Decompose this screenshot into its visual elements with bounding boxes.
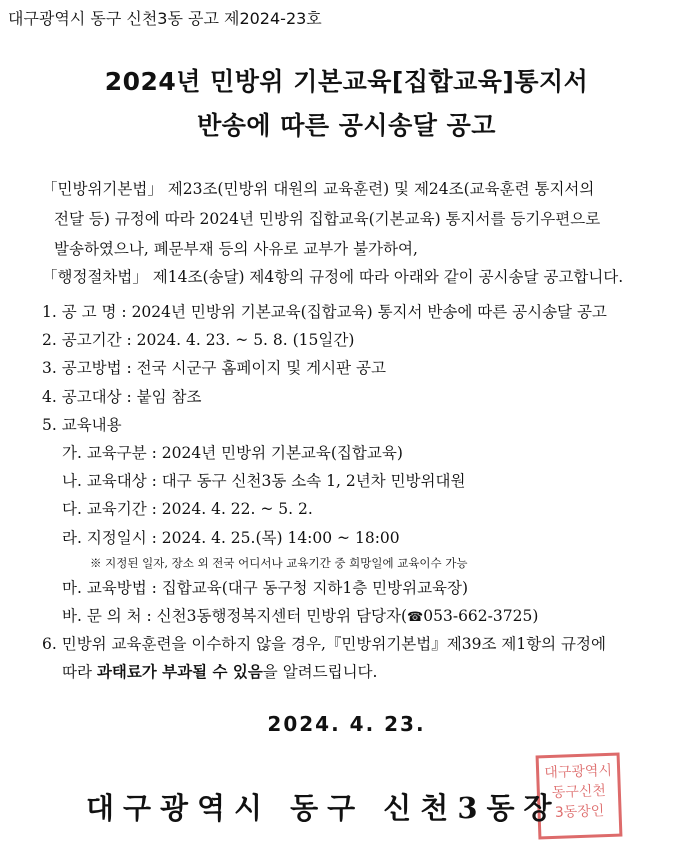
intro-paragraph: [42, 174, 600, 264]
sub-education-method: 마. 교육방법 : 집합교육(대구 동구청 지하1층 민방위교육장): [62, 578, 469, 597]
intro-line-3: 발송하였으나, 폐문부재 등의 사유로 교부가 불가하여,: [54, 240, 418, 258]
item-notice-period: 2. 공고기간 : 2024. 4. 23. ~ 5. 8. (15일간): [42, 331, 355, 350]
document-number: 대구광역시 동구 신천3동 공고 제2024-23호: [8, 9, 322, 28]
sub-contact: [42, 602, 607, 630]
intro-line-1: 「민방위기본법」 제23조(민방위 대원의 교육훈련) 및 제24조(교육훈련 통지서의: [42, 180, 595, 198]
designated-date-note: ※ 지정된 일자, 장소 외 전국 어디서나 교육기간 중 희망일에 교육이수 가능: [90, 555, 468, 570]
penalty-text-b: 을 알려드립니다.: [262, 663, 378, 682]
item-notice-target: 4. 공고대상 : 붙임 참조: [42, 387, 202, 406]
sub-education-target: 나. 교육대상 : 대구 동구 신천3동 소속 1, 2년차 민방위대원: [62, 472, 466, 491]
phone-icon: ☎: [407, 609, 424, 625]
issuer-name: 대구광역시 동구 신천3동장: [86, 791, 561, 825]
contact-label: 바. 문 의 처 : 신천3동행정복지센터 민방위 담당자(: [62, 606, 408, 625]
item-notice-method: 3. 공고방법 : 전국 시군구 홈페이지 및 게시판 공고: [42, 359, 386, 378]
sub-education-period: 다. 교육기간 : 2024. 4. 22. ~ 5. 2.: [62, 500, 313, 519]
penalty-text-a: 따라: [62, 663, 97, 682]
page-title: 2024년 민방위 기본교육[집합교육]통지서: [104, 67, 589, 96]
item-penalty-warning: 6. 민방위 교육훈련을 이수하지 않을 경우,『민방위기본법』제39조 제1항의 규정에: [42, 635, 606, 654]
item-notice-name: 1. 공 고 명 : 2024년 민방위 기본교육(집합교육) 통지서 반송에 따른 공시송달 공고: [42, 303, 607, 321]
seal-line-1: 대구광역시: [544, 762, 613, 782]
contact-phone: 053-662-3725): [423, 606, 539, 625]
intro-legal-basis: 「행정절차법」 제14조(송달) 제4항의 규정에 따라 아래와 같이 공시송달 공고합니다.: [42, 268, 624, 286]
page-subtitle: 반송에 따른 공시송달 공고: [197, 111, 496, 140]
intro-line-2: 전달 등) 규정에 따라 2024년 민방위 집합교육(기본교육) 통지서를 등기우편으로: [54, 210, 601, 228]
seal-line-2: 동구신천: [551, 783, 607, 801]
sub-designated-datetime: 라. 지정일시 : 2024. 4. 25.(목) 14:00 ~ 18:00: [62, 528, 400, 547]
notice-date: 2024. 4. 23.: [267, 712, 426, 736]
sub-education-type: 가. 교육구분 : 2024년 민방위 기본교육(집합교육): [62, 443, 403, 462]
notice-items: [42, 298, 607, 686]
item-penalty-warning-cont: [42, 658, 607, 686]
item-education-content: 5. 교육내용: [42, 415, 122, 434]
penalty-emphasis: 과태료가 부과될 수 있음: [96, 662, 263, 682]
seal-line-3: 3동장인: [554, 803, 605, 821]
